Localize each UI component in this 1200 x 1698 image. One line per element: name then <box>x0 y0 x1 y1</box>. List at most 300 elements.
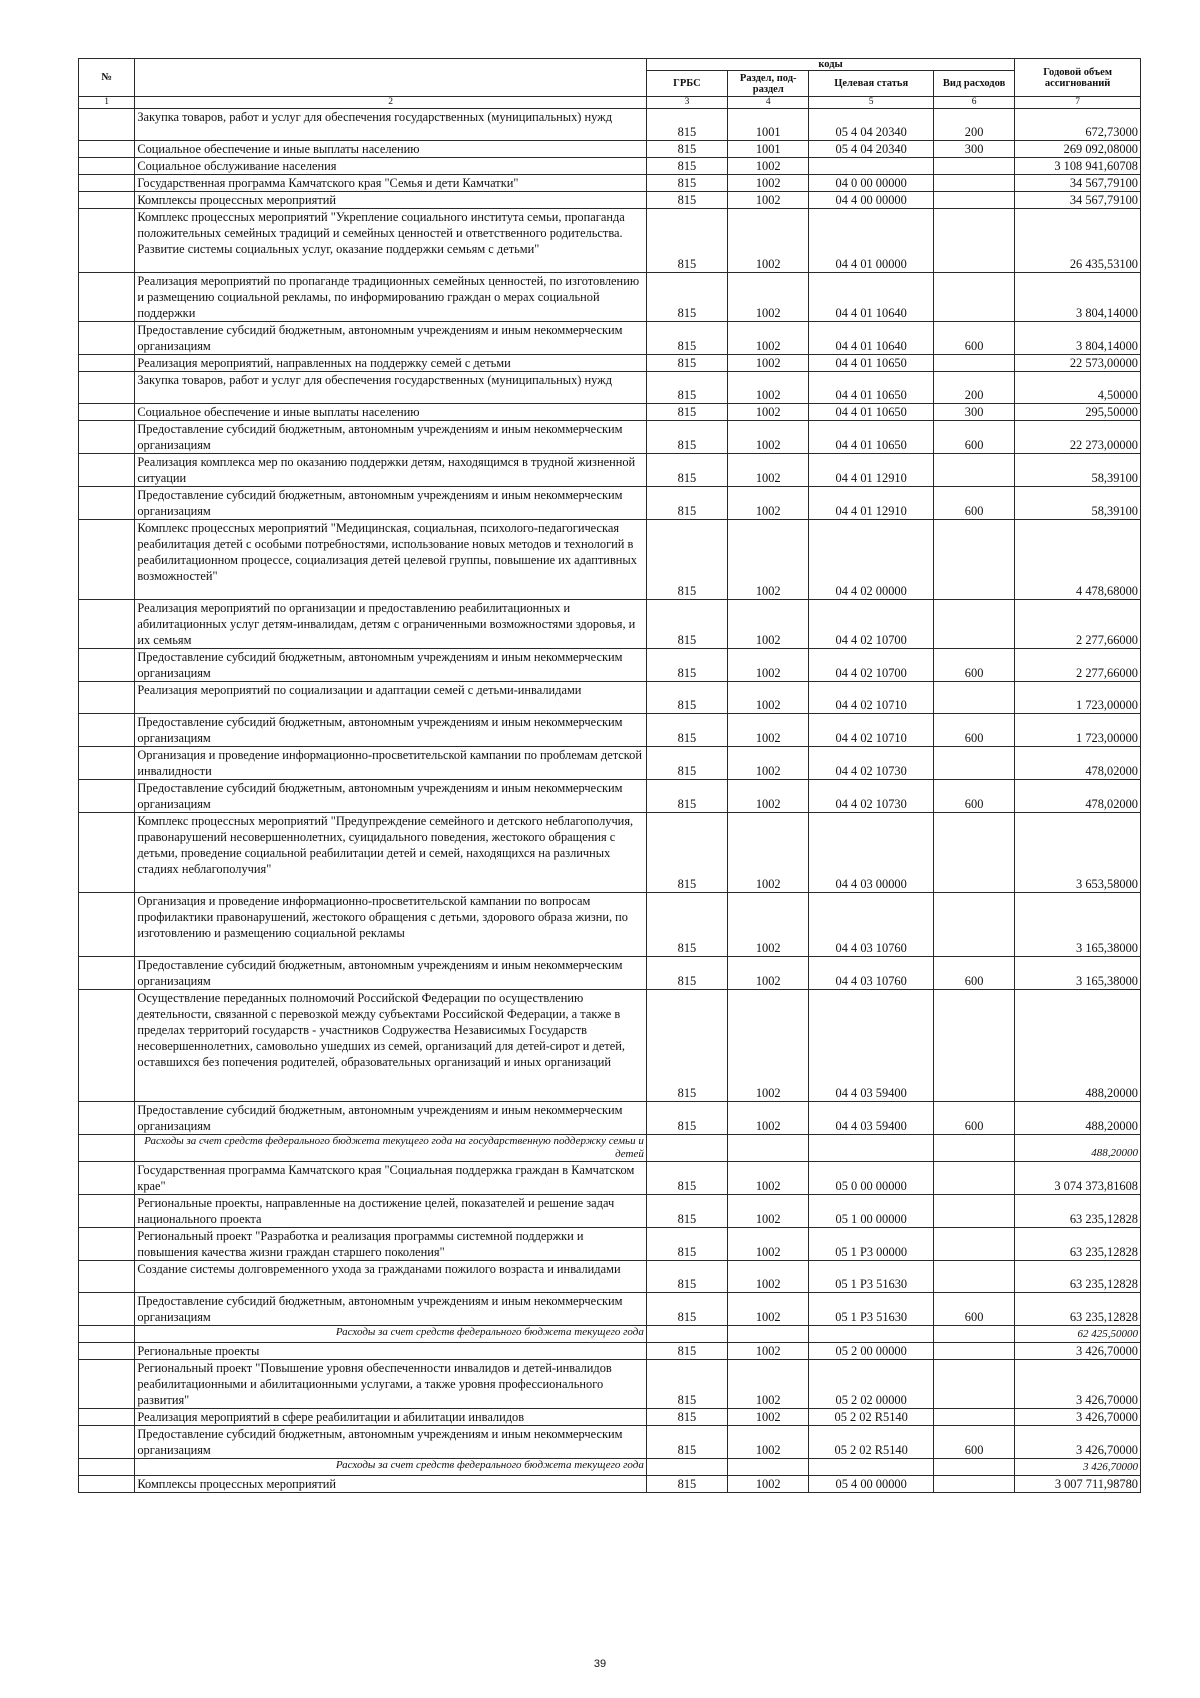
row-name-cell: Региональный проект "Повышение уровня обеспеченности инвалидов и детей-инвалидов реабилитационными и абилитационными услугами, а также уровня профессионального развития" <box>135 1360 646 1409</box>
target-article-cell <box>809 1135 934 1162</box>
grbs-cell: 815 <box>646 1426 727 1459</box>
col-index-1: 1 <box>79 97 135 109</box>
row-name-cell: Организация и проведение информационно-просветительской кампании по вопросам профилактики правонарушений, жестокого обращения с детьми, здорового образа жизни, по изготовлению и размещению социальной рекламы <box>135 893 646 957</box>
row-name-cell: Комплексы процессных мероприятий <box>135 1476 646 1493</box>
amount-cell: 4 478,68000 <box>1015 520 1141 600</box>
section-cell: 1002 <box>728 1409 809 1426</box>
amount-cell: 3 804,14000 <box>1015 322 1141 355</box>
grbs-cell: 815 <box>646 355 727 372</box>
section-header: Раздел, под-раздел <box>728 71 809 97</box>
target-article-cell: 04 4 01 12910 <box>809 487 934 520</box>
table-row <box>79 192 1141 209</box>
col-name-header <box>135 59 646 97</box>
amount-cell: 63 235,12828 <box>1015 1293 1141 1326</box>
target-article-cell: 05 4 00 00000 <box>809 1476 934 1493</box>
section-cell: 1001 <box>728 109 809 141</box>
table-row <box>79 1476 1141 1493</box>
row-name-cell: Комплексы процессных мероприятий <box>135 192 646 209</box>
expense-type-cell <box>933 1360 1014 1409</box>
table-row <box>79 372 1141 404</box>
section-cell: 1002 <box>728 520 809 600</box>
col-index-2: 2 <box>135 97 646 109</box>
amount-cell: 3 426,70000 <box>1015 1459 1141 1476</box>
grbs-cell: 815 <box>646 322 727 355</box>
target-article-cell: 05 2 02 00000 <box>809 1360 934 1409</box>
row-name-cell: Предоставление субсидий бюджетным, автономным учреждениям и иным некоммерческим организациям <box>135 1102 646 1135</box>
amount-cell: 34 567,79100 <box>1015 175 1141 192</box>
expense-type-cell: 600 <box>933 649 1014 682</box>
table-row <box>79 1360 1141 1409</box>
expense-type-cell: 600 <box>933 322 1014 355</box>
row-number-cell <box>79 1343 135 1360</box>
amount-cell: 295,50000 <box>1015 404 1141 421</box>
row-name-cell: Предоставление субсидий бюджетным, автономным учреждениям и иным некоммерческим организациям <box>135 1426 646 1459</box>
row-name-cell: Региональные проекты <box>135 1343 646 1360</box>
expense-type-cell <box>933 682 1014 714</box>
grbs-header: ГРБС <box>646 71 727 97</box>
row-name-cell: Комплекс процессных мероприятий "Предупреждение семейного и детского неблагополучия, правонарушений несовершеннолетних, суицидального поведения, жестокого обращения с детьми, проведение социальной реабилитации детей и семей, находящихся на различных стадиях неблагополучия" <box>135 813 646 893</box>
amount-cell: 26 435,53100 <box>1015 209 1141 273</box>
row-name-cell: Региональные проекты, направленные на достижение целей, показателей и решение задач национального проекта <box>135 1195 646 1228</box>
grbs-cell: 815 <box>646 957 727 990</box>
section-cell: 1002 <box>728 1293 809 1326</box>
row-number-cell <box>79 1162 135 1195</box>
section-cell: 1002 <box>728 421 809 454</box>
table-row <box>79 990 1141 1102</box>
target-article-cell: 04 4 03 10760 <box>809 893 934 957</box>
target-article-cell: 04 4 01 10650 <box>809 421 934 454</box>
target-article-cell: 04 4 02 10700 <box>809 600 934 649</box>
row-number-cell <box>79 1135 135 1162</box>
expense-type-cell <box>933 355 1014 372</box>
target-article-cell: 04 4 03 00000 <box>809 813 934 893</box>
grbs-cell: 815 <box>646 404 727 421</box>
expense-type-cell: 200 <box>933 109 1014 141</box>
row-name-cell: Создание системы долговременного ухода за гражданами пожилого возраста и инвалидами <box>135 1261 646 1293</box>
table-row <box>79 1261 1141 1293</box>
section-cell <box>728 1135 809 1162</box>
grbs-cell: 815 <box>646 1360 727 1409</box>
grbs-cell: 815 <box>646 1409 727 1426</box>
expense-type-cell <box>933 600 1014 649</box>
row-name-cell: Социальное обеспечение и иные выплаты населению <box>135 404 646 421</box>
row-name-cell: Предоставление субсидий бюджетным, автономным учреждениям и иным некоммерческим организациям <box>135 957 646 990</box>
grbs-cell: 815 <box>646 520 727 600</box>
amount-cell: 3 108 941,60708 <box>1015 158 1141 175</box>
row-name-cell: Региональный проект "Разработка и реализация программы системной поддержки и повышения качества жизни граждан старшего поколения" <box>135 1228 646 1261</box>
section-cell: 1002 <box>728 1228 809 1261</box>
section-cell: 1002 <box>728 714 809 747</box>
amount-cell: 58,39100 <box>1015 454 1141 487</box>
row-name-cell: Социальное обслуживание населения <box>135 158 646 175</box>
grbs-cell <box>646 1326 727 1343</box>
col-number-header: № <box>79 59 135 97</box>
row-number-cell <box>79 520 135 600</box>
row-number-cell <box>79 158 135 175</box>
expense-type-cell <box>933 1409 1014 1426</box>
annual-volume-header: Годовой объем ассигнований <box>1015 59 1141 97</box>
amount-cell: 3 804,14000 <box>1015 273 1141 322</box>
expense-type-cell: 600 <box>933 957 1014 990</box>
row-number-cell <box>79 454 135 487</box>
table-row <box>79 141 1141 158</box>
table-row <box>79 487 1141 520</box>
row-number-cell <box>79 421 135 454</box>
grbs-cell: 815 <box>646 192 727 209</box>
grbs-cell: 815 <box>646 682 727 714</box>
section-cell: 1001 <box>728 141 809 158</box>
grbs-cell <box>646 1135 727 1162</box>
row-name-cell: Предоставление субсидий бюджетным, автономным учреждениям и иным некоммерческим организациям <box>135 322 646 355</box>
grbs-cell: 815 <box>646 1343 727 1360</box>
target-article-cell: 04 4 01 10650 <box>809 355 934 372</box>
target-article-cell: 04 4 02 10730 <box>809 747 934 780</box>
row-number-cell <box>79 1426 135 1459</box>
grbs-cell <box>646 1459 727 1476</box>
amount-cell: 3 165,38000 <box>1015 957 1141 990</box>
target-article-cell: 04 4 01 10650 <box>809 372 934 404</box>
table-row <box>79 649 1141 682</box>
row-number-cell <box>79 1409 135 1426</box>
row-name-cell: Государственная программа Камчатского края "Семья и дети Камчатки" <box>135 175 646 192</box>
grbs-cell: 815 <box>646 714 727 747</box>
expense-type-cell <box>933 1459 1014 1476</box>
target-article-cell: 05 2 02 R5140 <box>809 1409 934 1426</box>
grbs-cell: 815 <box>646 273 727 322</box>
grbs-cell: 815 <box>646 1293 727 1326</box>
amount-cell: 2 277,66000 <box>1015 649 1141 682</box>
target-article-cell: 05 2 00 00000 <box>809 1343 934 1360</box>
grbs-cell: 815 <box>646 487 727 520</box>
row-name-cell: Организация и проведение информационно-просветительской кампании по проблемам детской инвалидности <box>135 747 646 780</box>
row-number-cell <box>79 747 135 780</box>
table-row <box>79 780 1141 813</box>
section-cell: 1002 <box>728 600 809 649</box>
row-name-cell: Предоставление субсидий бюджетным, автономным учреждениям и иным некоммерческим организациям <box>135 649 646 682</box>
expense-type-cell <box>933 175 1014 192</box>
row-number-cell <box>79 175 135 192</box>
row-name-cell: Реализация мероприятий в сфере реабилитации и абилитации инвалидов <box>135 1409 646 1426</box>
row-number-cell <box>79 1459 135 1476</box>
target-article-cell: 04 4 03 10760 <box>809 957 934 990</box>
table-row <box>79 1228 1141 1261</box>
table-row <box>79 600 1141 649</box>
table-row <box>79 1162 1141 1195</box>
section-cell: 1002 <box>728 404 809 421</box>
table-row <box>79 1426 1141 1459</box>
expense-type-cell <box>933 1162 1014 1195</box>
row-number-cell <box>79 109 135 141</box>
amount-cell: 672,73000 <box>1015 109 1141 141</box>
amount-cell: 3 426,70000 <box>1015 1343 1141 1360</box>
amount-cell: 488,20000 <box>1015 1135 1141 1162</box>
row-name-cell: Расходы за счет средств федерального бюджета текущего года на государственную поддержку семьи и детей <box>135 1135 646 1162</box>
section-cell: 1002 <box>728 813 809 893</box>
expense-type-cell <box>933 1135 1014 1162</box>
expense-type-cell <box>933 990 1014 1102</box>
table-row <box>79 747 1141 780</box>
section-cell: 1002 <box>728 487 809 520</box>
section-cell: 1002 <box>728 682 809 714</box>
expense-type-cell <box>933 454 1014 487</box>
row-number-cell <box>79 893 135 957</box>
row-name-cell: Реализация мероприятий по организации и предоставлению реабилитационных и абилитационных услуг детям-инвалидам, детям с ограниченными возможностями здоровья, и их семьям <box>135 600 646 649</box>
amount-cell: 3 653,58000 <box>1015 813 1141 893</box>
table-body <box>79 109 1141 1493</box>
expense-type-cell <box>933 813 1014 893</box>
grbs-cell: 815 <box>646 1228 727 1261</box>
row-name-cell: Закупка товаров, работ и услуг для обеспечения государственных (муниципальных) нужд <box>135 372 646 404</box>
row-number-cell <box>79 1102 135 1135</box>
expense-type-cell: 300 <box>933 404 1014 421</box>
expense-type-cell <box>933 1343 1014 1360</box>
row-number-cell <box>79 813 135 893</box>
expense-type-cell <box>933 1476 1014 1493</box>
expense-type-cell <box>933 893 1014 957</box>
target-article-cell <box>809 1326 934 1343</box>
expense-type-cell <box>933 747 1014 780</box>
section-cell: 1002 <box>728 1102 809 1135</box>
target-article-cell <box>809 1459 934 1476</box>
grbs-cell: 815 <box>646 780 727 813</box>
amount-cell: 2 277,66000 <box>1015 600 1141 649</box>
grbs-cell: 815 <box>646 649 727 682</box>
table-row <box>79 682 1141 714</box>
row-number-cell <box>79 322 135 355</box>
table-row <box>79 355 1141 372</box>
target-article-cell: 05 4 04 20340 <box>809 109 934 141</box>
amount-cell: 62 425,50000 <box>1015 1326 1141 1343</box>
amount-cell: 1 723,00000 <box>1015 682 1141 714</box>
expense-type-cell <box>933 1228 1014 1261</box>
section-cell: 1002 <box>728 649 809 682</box>
table-row <box>79 1135 1141 1162</box>
row-number-cell <box>79 209 135 273</box>
grbs-cell: 815 <box>646 1476 727 1493</box>
table-row <box>79 813 1141 893</box>
row-name-cell: Предоставление субсидий бюджетным, автономным учреждениям и иным некоммерческим организациям <box>135 780 646 813</box>
table-row <box>79 714 1141 747</box>
amount-cell: 34 567,79100 <box>1015 192 1141 209</box>
section-cell: 1002 <box>728 990 809 1102</box>
target-article-cell: 04 0 00 00000 <box>809 175 934 192</box>
target-article-cell: 05 1 P3 51630 <box>809 1261 934 1293</box>
section-cell: 1002 <box>728 322 809 355</box>
section-cell: 1002 <box>728 893 809 957</box>
section-cell: 1002 <box>728 355 809 372</box>
row-number-cell <box>79 990 135 1102</box>
expense-type-cell: 600 <box>933 714 1014 747</box>
section-cell: 1002 <box>728 372 809 404</box>
section-cell: 1002 <box>728 158 809 175</box>
row-number-cell <box>79 192 135 209</box>
amount-cell: 1 723,00000 <box>1015 714 1141 747</box>
grbs-cell: 815 <box>646 421 727 454</box>
target-article-cell: 04 4 02 00000 <box>809 520 934 600</box>
grbs-cell: 815 <box>646 813 727 893</box>
section-cell: 1002 <box>728 1426 809 1459</box>
amount-cell: 58,39100 <box>1015 487 1141 520</box>
target-article-header: Целевая статья <box>809 71 934 97</box>
expense-type-cell <box>933 1195 1014 1228</box>
amount-cell: 63 235,12828 <box>1015 1195 1141 1228</box>
target-article-cell: 05 1 P3 00000 <box>809 1228 934 1261</box>
expense-type-cell: 600 <box>933 421 1014 454</box>
target-article-cell: 05 4 04 20340 <box>809 141 934 158</box>
section-cell: 1002 <box>728 1261 809 1293</box>
grbs-cell: 815 <box>646 600 727 649</box>
col-index-7: 7 <box>1015 97 1141 109</box>
section-cell: 1002 <box>728 747 809 780</box>
table-row <box>79 1409 1141 1426</box>
expense-type-cell: 200 <box>933 372 1014 404</box>
grbs-cell: 815 <box>646 1261 727 1293</box>
row-number-cell <box>79 957 135 990</box>
row-name-cell: Комплекс процессных мероприятий "Медицинская, социальная, психолого-педагогическая реабилитация детей с особыми потребностями, использование новых методов и технологий в реабилитационном процессе, социализация детей целевой группы, повышение их адаптивных возможностей" <box>135 520 646 600</box>
row-name-cell: Комплекс процессных мероприятий "Укрепление социального института семьи, пропаганда положительных семейных традиций и семейных ценностей и ответственного родительства. Развитие системы социальных услуг, оказание поддержки семьям с детьми" <box>135 209 646 273</box>
grbs-cell: 815 <box>646 158 727 175</box>
expense-type-cell <box>933 192 1014 209</box>
amount-cell: 478,02000 <box>1015 747 1141 780</box>
target-article-cell: 04 4 03 59400 <box>809 990 934 1102</box>
target-article-cell: 04 4 02 10730 <box>809 780 934 813</box>
grbs-cell: 815 <box>646 109 727 141</box>
row-number-cell <box>79 1360 135 1409</box>
grbs-cell: 815 <box>646 1162 727 1195</box>
amount-cell: 3 007 711,98780 <box>1015 1476 1141 1493</box>
row-number-cell <box>79 273 135 322</box>
expense-type-cell <box>933 520 1014 600</box>
row-number-cell <box>79 1195 135 1228</box>
target-article-cell: 04 4 00 00000 <box>809 192 934 209</box>
table-row <box>79 209 1141 273</box>
expense-type-cell: 600 <box>933 1426 1014 1459</box>
amount-cell: 22 273,00000 <box>1015 421 1141 454</box>
row-number-cell <box>79 682 135 714</box>
grbs-cell: 815 <box>646 209 727 273</box>
target-article-cell: 04 4 01 10640 <box>809 322 934 355</box>
grbs-cell: 815 <box>646 372 727 404</box>
row-number-cell <box>79 355 135 372</box>
table-row <box>79 1343 1141 1360</box>
amount-cell: 3 165,38000 <box>1015 893 1141 957</box>
expense-type-cell <box>933 273 1014 322</box>
row-name-cell: Реализация мероприятий по пропаганде традиционных семейных ценностей, по изготовлению и размещению социальной рекламы, по информированию граждан о мерах социальной поддержки <box>135 273 646 322</box>
table-row <box>79 322 1141 355</box>
target-article-cell: 04 4 01 12910 <box>809 454 934 487</box>
row-number-cell <box>79 1326 135 1343</box>
section-cell: 1002 <box>728 957 809 990</box>
expense-type-cell <box>933 1261 1014 1293</box>
table-row <box>79 520 1141 600</box>
section-cell: 1002 <box>728 175 809 192</box>
row-name-cell: Реализация мероприятий по социализации и адаптации семей с детьми-инвалидами <box>135 682 646 714</box>
expense-type-header: Вид расходов <box>933 71 1014 97</box>
table-row <box>79 1293 1141 1326</box>
target-article-cell: 04 4 01 10640 <box>809 273 934 322</box>
table-row <box>79 454 1141 487</box>
target-article-cell: 05 1 P3 51630 <box>809 1293 934 1326</box>
grbs-cell: 815 <box>646 175 727 192</box>
section-cell: 1002 <box>728 273 809 322</box>
target-article-cell: 04 4 03 59400 <box>809 1102 934 1135</box>
expense-type-cell <box>933 158 1014 175</box>
target-article-cell: 04 4 02 10710 <box>809 682 934 714</box>
expense-type-cell <box>933 1326 1014 1343</box>
amount-cell: 22 573,00000 <box>1015 355 1141 372</box>
section-cell: 1002 <box>728 1360 809 1409</box>
row-name-cell: Предоставление субсидий бюджетным, автономным учреждениям и иным некоммерческим организациям <box>135 487 646 520</box>
row-number-cell <box>79 404 135 421</box>
row-number-cell <box>79 487 135 520</box>
codes-header: коды <box>646 59 1014 71</box>
row-number-cell <box>79 600 135 649</box>
section-cell: 1002 <box>728 209 809 273</box>
row-number-cell <box>79 141 135 158</box>
amount-cell: 63 235,12828 <box>1015 1228 1141 1261</box>
expense-type-cell: 600 <box>933 487 1014 520</box>
page-number: 39 <box>593 1658 607 1670</box>
amount-cell: 478,02000 <box>1015 780 1141 813</box>
table-row <box>79 404 1141 421</box>
col-index-4: 4 <box>728 97 809 109</box>
row-name-cell: Социальное обеспечение и иные выплаты населению <box>135 141 646 158</box>
row-number-cell <box>79 1261 135 1293</box>
amount-cell: 3 074 373,81608 <box>1015 1162 1141 1195</box>
table-row <box>79 1326 1141 1343</box>
row-name-cell: Государственная программа Камчатского края "Социальная поддержка граждан в Камчатском крае" <box>135 1162 646 1195</box>
section-cell: 1002 <box>728 1162 809 1195</box>
grbs-cell: 815 <box>646 747 727 780</box>
row-name-cell: Предоставление субсидий бюджетным, автономным учреждениям и иным некоммерческим организациям <box>135 1293 646 1326</box>
grbs-cell: 815 <box>646 1102 727 1135</box>
table-row <box>79 1459 1141 1476</box>
target-article-cell <box>809 158 934 175</box>
table-row <box>79 421 1141 454</box>
table-row <box>79 1102 1141 1135</box>
grbs-cell: 815 <box>646 454 727 487</box>
expense-type-cell: 600 <box>933 780 1014 813</box>
amount-cell: 3 426,70000 <box>1015 1360 1141 1409</box>
section-cell <box>728 1326 809 1343</box>
amount-cell: 3 426,70000 <box>1015 1426 1141 1459</box>
amount-cell: 4,50000 <box>1015 372 1141 404</box>
row-number-cell <box>79 649 135 682</box>
row-number-cell <box>79 1228 135 1261</box>
amount-cell: 488,20000 <box>1015 990 1141 1102</box>
amount-cell: 3 426,70000 <box>1015 1409 1141 1426</box>
target-article-cell: 04 4 02 10710 <box>809 714 934 747</box>
target-article-cell: 05 1 00 00000 <box>809 1195 934 1228</box>
grbs-cell: 815 <box>646 893 727 957</box>
section-cell: 1002 <box>728 192 809 209</box>
section-cell: 1002 <box>728 1195 809 1228</box>
row-name-cell: Закупка товаров, работ и услуг для обеспечения государственных (муниципальных) нужд <box>135 109 646 141</box>
row-name-cell: Реализация мероприятий, направленных на поддержку семей с детьми <box>135 355 646 372</box>
table-row <box>79 175 1141 192</box>
amount-cell: 488,20000 <box>1015 1102 1141 1135</box>
grbs-cell: 815 <box>646 1195 727 1228</box>
section-cell: 1002 <box>728 1476 809 1493</box>
expense-type-cell: 600 <box>933 1102 1014 1135</box>
target-article-cell: 05 0 00 00000 <box>809 1162 934 1195</box>
col-index-3: 3 <box>646 97 727 109</box>
table-row <box>79 1195 1141 1228</box>
row-number-cell <box>79 780 135 813</box>
row-number-cell <box>79 714 135 747</box>
section-cell: 1002 <box>728 780 809 813</box>
table-row <box>79 957 1141 990</box>
